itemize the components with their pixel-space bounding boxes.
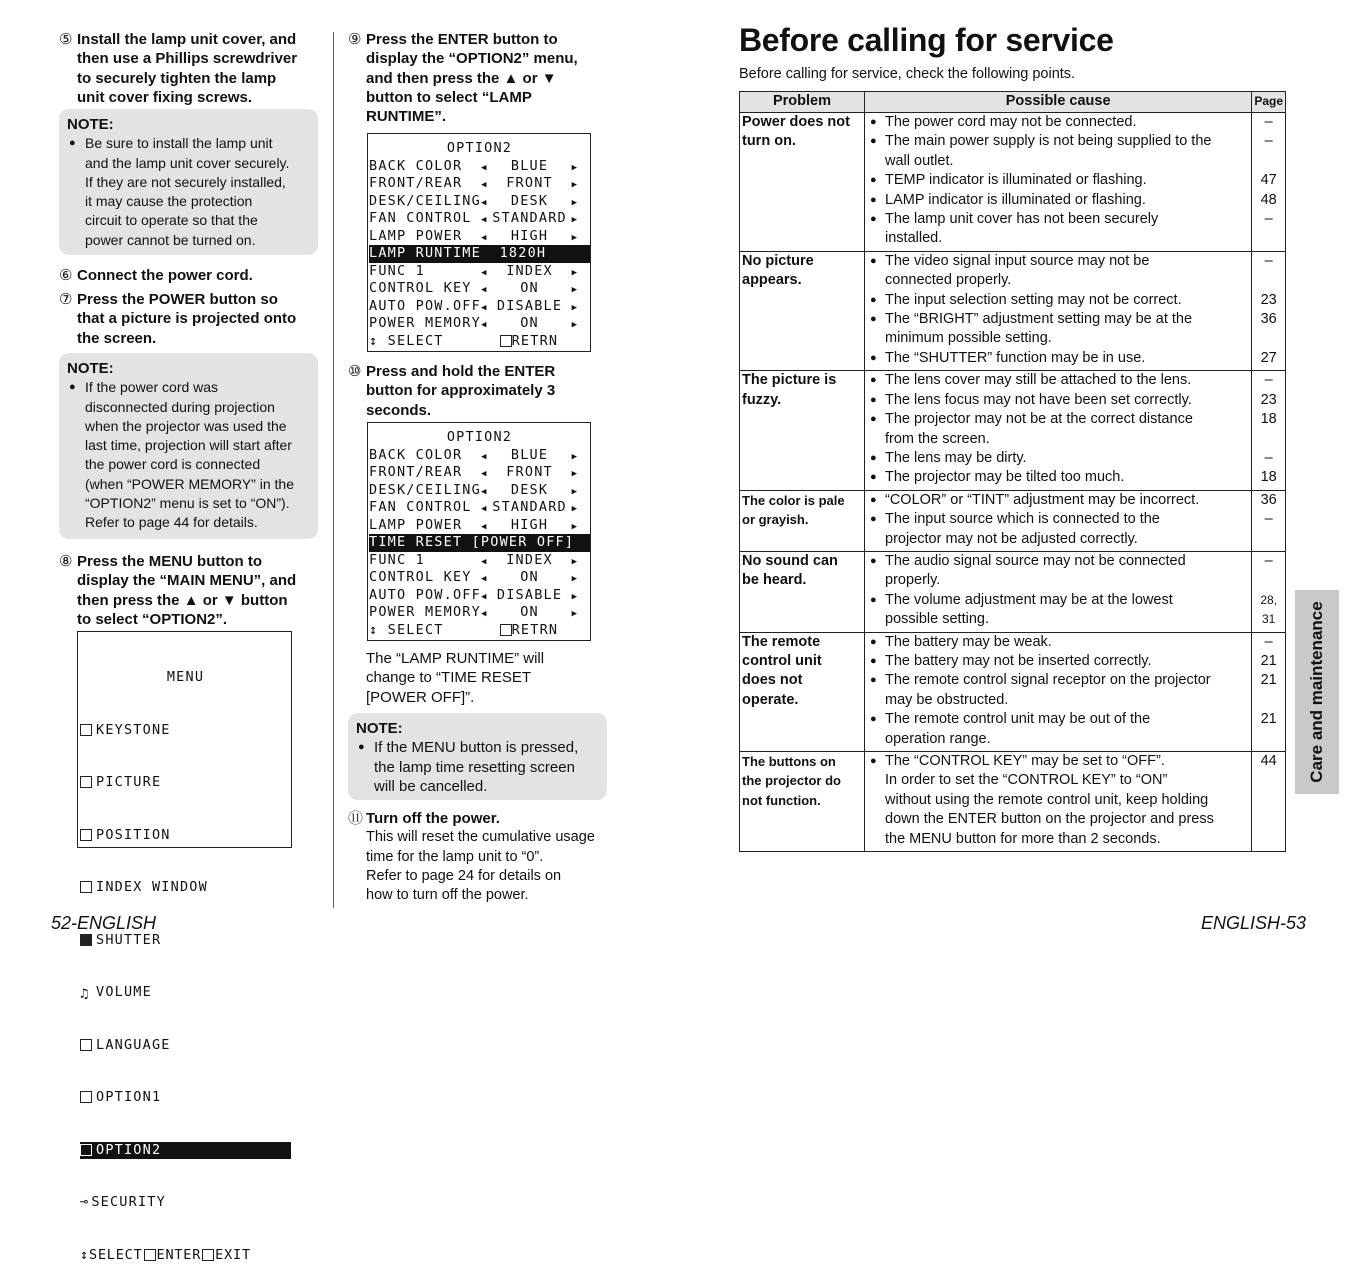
osd-row (369, 482, 590, 500)
osd-row (369, 193, 590, 211)
osd-row (369, 534, 590, 552)
header-cause: Possible cause (865, 92, 1252, 113)
osd-row-value: HIGH (510, 516, 549, 533)
note-title: NOTE: (67, 116, 114, 133)
osd-spacer (472, 569, 481, 585)
problem-cell: Power does not turn on. (740, 113, 865, 252)
side-tab-label: Care and maintenance (1307, 601, 1326, 783)
cause-item: ● The lens cover may still be attached to the lens. (867, 371, 1249, 390)
osd-row (369, 263, 590, 281)
index-window-icon (80, 881, 92, 893)
menu-item-volume: ♫ VOLUME (80, 984, 152, 1002)
osd-row (369, 245, 590, 263)
cause-item: ● The remote control signal receptor on the projector may be obstructed. (867, 671, 1249, 710)
right-arrow-icon: ▶ (571, 486, 579, 497)
osd-row-value: ON (520, 569, 539, 585)
osd-row-value: ON (520, 280, 539, 296)
osd-row-value: BLUE (510, 446, 549, 463)
osd-row-label: BACK COLOR (369, 157, 463, 174)
osd-row-label: LAMP RUNTIME (369, 245, 481, 261)
cause-item: ● “COLOR” or “TINT” adjustment may be incorrect. (867, 491, 1249, 510)
left-arrow-icon: ◀ (480, 285, 488, 295)
osd-footer (369, 622, 590, 640)
osd-row-value: FRONT (506, 175, 553, 191)
left-arrow-icon: ◀ (480, 320, 488, 330)
note-list (67, 134, 318, 250)
step-number: ⑧ (59, 553, 73, 570)
osd-row (369, 228, 590, 246)
osd-footer-return: RETRN (511, 621, 559, 638)
right-arrow-icon: ▶ (571, 232, 579, 243)
osd-row-label: DESK/CEILING (369, 481, 481, 498)
left-arrow-icon: ◀ (480, 574, 488, 584)
right-arrow-icon: ▶ (571, 609, 579, 619)
cause-item: ● The “CONTROL KEY” may be set to “OFF”. In order to set the “CONTROL KEY” to “ON” without using the remote control unit, keep holding down the ENTER button on the projector and press the MENU button for more than 2 seconds. (867, 752, 1249, 849)
problem-cell: The picture is fuzzy. (740, 371, 865, 490)
osd-row (369, 587, 590, 605)
step-number: ⑩ (348, 363, 362, 380)
osd-row-label: FAN CONTROL (369, 210, 472, 226)
left-arrow-icon: ◀ (480, 451, 488, 462)
page-cell: – – 47 48 – (1252, 113, 1286, 252)
option2-screen-time-reset (367, 422, 591, 641)
osd-row-value: ON (520, 604, 539, 620)
osd-row (369, 569, 590, 587)
step-text: Connect the power cord. (77, 267, 253, 284)
note-title: NOTE: (356, 720, 403, 737)
osd-row-label: POWER MEMORY (369, 315, 481, 331)
intro-text: Before calling for service, check the following points. (739, 66, 1076, 82)
cause-item: ● The input selection setting may not be correct. (867, 291, 1249, 310)
left-arrow-icon: ◀ (480, 591, 488, 602)
cause-cell (865, 551, 1252, 632)
left-arrow-icon: ◀ (480, 215, 488, 225)
cause-item: ● The battery may not be inserted correctly. (867, 652, 1249, 671)
table-row (740, 113, 1286, 252)
cause-item: ● The main power supply is not being supplied to the wall outlet. (867, 132, 1249, 171)
osd-row-value: ON (520, 315, 539, 331)
osd-row-label: BACK COLOR (369, 446, 463, 463)
note-box-1 (59, 109, 318, 255)
osd-row (369, 552, 590, 570)
left-arrow-icon: ◀ (480, 232, 488, 243)
step-number: ⑦ (59, 291, 73, 308)
osd-footer-return: RETRN (511, 332, 559, 349)
table-row (740, 251, 1286, 370)
osd-row-label: LAMP POWER (369, 516, 463, 533)
osd-row-label: TIME RESET [POWER OFF] (369, 534, 575, 550)
osd-spacer (425, 263, 481, 279)
osd-row-value: STANDARD (492, 210, 567, 226)
osd-row-value: FRONT (506, 464, 553, 480)
osd-spacer (425, 552, 481, 568)
cause-item: ● The “SHUTTER” function may be in use. (867, 349, 1249, 368)
menu-key-icon (202, 1249, 214, 1261)
left-arrow-icon: ◀ (480, 180, 488, 190)
cause-item: ● The volume adjustment may be at the lowest possible setting. (867, 591, 1249, 630)
enter-key-icon (144, 1249, 156, 1261)
osd-row-label: POWER MEMORY (369, 604, 481, 620)
osd-spacer (472, 280, 481, 296)
cause-cell (865, 632, 1252, 751)
note-item: ● If the MENU button is pressed, the lamp time resetting screen will be cancelled. (356, 738, 607, 796)
left-arrow-icon: ◀ (480, 486, 488, 497)
step-number: ⑪ (348, 810, 364, 827)
osd-row-value: HIGH (510, 227, 549, 244)
page-cell: – 28, 31 (1252, 551, 1286, 632)
osd-footer-select: SELECT (387, 621, 444, 638)
left-arrow-icon: ◀ (480, 162, 488, 173)
osd-row-label: AUTO POW.OFF (369, 297, 481, 314)
cause-cell (865, 752, 1252, 852)
left-arrow-icon: ◀ (480, 504, 488, 514)
osd-row-label: FUNC 1 (369, 551, 425, 568)
right-arrow-icon: ▶ (571, 180, 579, 190)
column-divider (333, 32, 334, 908)
step-text: Press the POWER button so that a picture is projected onto the screen. (77, 291, 297, 347)
option2-screen-lamp-runtime (367, 133, 591, 352)
menu-footer: ↕SELECT ENTER EXIT (80, 1246, 251, 1263)
osd-row-value: INDEX (506, 262, 553, 279)
osd-title: OPTION2 (446, 429, 513, 445)
menu-title: MENU (166, 669, 205, 685)
page-cell: – 23 18 – 18 (1252, 371, 1286, 490)
step-text: Turn off the power. This will reset the cumulative usage time for the lamp unit to “0”. Refer to page 24 for details on how to turn off the power. (366, 810, 595, 904)
cause-item: ● The “BRIGHT” adjustment setting may be at the minimum possible setting. (867, 310, 1249, 349)
right-arrow-icon: ▶ (571, 451, 579, 462)
left-arrow-icon: ◀ (480, 267, 488, 278)
right-arrow-icon: ▶ (571, 556, 579, 567)
position-icon (80, 829, 92, 841)
page-title: Before calling for service (739, 22, 1114, 58)
osd-spacer (462, 228, 481, 244)
cause-item: ● The input source which is connected to the projector may not be adjusted correctly. (867, 510, 1249, 549)
table-row (740, 752, 1286, 852)
left-arrow-icon: ◀ (480, 469, 488, 479)
table-row (740, 371, 1286, 490)
menu-key-icon (500, 624, 512, 636)
osd-footer (369, 333, 590, 351)
osd-row-value: DISABLE (496, 586, 563, 603)
left-arrow-icon: ◀ (480, 556, 488, 567)
right-arrow-icon: ▶ (571, 285, 579, 295)
cause-cell (865, 490, 1252, 551)
right-arrow-icon: ▶ (571, 215, 579, 225)
keystone-icon (80, 724, 92, 736)
osd-row (369, 158, 590, 176)
osd-row-label: FRONT/REAR (369, 175, 463, 191)
up-down-icon: ↕ (369, 621, 388, 638)
osd-row (369, 315, 590, 333)
right-arrow-icon: ▶ (571, 320, 579, 330)
osd-spacer (462, 447, 481, 463)
page-footer-left: 52-ENGLISH (51, 913, 157, 933)
step-text: Press the MENU button to display the “MAIN MENU”, and then press the ▲ or ▼ button to select “OPTION2”. (77, 553, 297, 628)
cause-item: ● The lens may be dirty. (867, 449, 1249, 468)
cause-item: ● The lens focus may not have been set correctly. (867, 391, 1249, 410)
osd-spacer (462, 464, 481, 480)
page-cell: 44 (1252, 752, 1286, 852)
osd-spacer (462, 158, 481, 174)
menu-item-picture: PICTURE (80, 774, 291, 792)
problem-cell: The remote control unit does not operate. (740, 632, 865, 751)
menu-item-shutter: SHUTTER (80, 932, 291, 950)
osd-row (369, 604, 590, 622)
osd-row-value: STANDARD (492, 499, 567, 515)
right-arrow-icon: ▶ (571, 197, 579, 208)
osd-row (369, 210, 590, 228)
step-number: ⑥ (59, 267, 73, 284)
up-down-icon: ↕ (80, 1246, 89, 1263)
right-arrow-icon: ▶ (571, 504, 579, 514)
right-arrow-icon: ▶ (571, 162, 579, 173)
cause-item: ● The video signal input source may not be connected properly. (867, 252, 1249, 291)
page-footer-right: ENGLISH-53 (1201, 913, 1307, 933)
menu-item-index-window: INDEX WINDOW (80, 879, 291, 897)
osd-row-label: DESK/CEILING (369, 192, 481, 209)
cause-item: ● The projector may not be at the correct distance from the screen. (867, 410, 1249, 449)
osd-row-value: DESK (510, 192, 549, 209)
table-row (740, 551, 1286, 632)
cause-item: ● The remote control unit may be out of the operation range. (867, 710, 1249, 749)
cause-item: ● The power cord may not be connected. (867, 113, 1249, 132)
cause-item: ● The battery may be weak. (867, 633, 1249, 652)
menu-item-option1: OPTION1 (80, 1089, 291, 1107)
note-list (67, 378, 318, 532)
troubleshooting-table (739, 91, 1286, 852)
osd-row (369, 464, 590, 482)
step-text: Press the ENTER button to display the “OPTION2” menu, and then press the ▲ or ▼ button to select “LAMP RUNTIME”. (366, 31, 578, 126)
note-list (356, 738, 607, 796)
right-arrow-icon: ▶ (571, 469, 579, 479)
header-page: Page (1252, 92, 1286, 113)
left-arrow-icon: ◀ (480, 521, 488, 532)
table-row (740, 632, 1286, 751)
osd-row-label: AUTO POW.OFF (369, 586, 481, 603)
cause-cell (865, 113, 1252, 252)
header-problem: Problem (740, 92, 865, 113)
osd-row-label: LAMP POWER (369, 227, 463, 244)
right-arrow-icon: ▶ (571, 574, 579, 584)
menu-item-position: POSITION (80, 827, 291, 845)
table-row (740, 490, 1286, 551)
left-arrow-icon: ◀ (480, 302, 488, 313)
osd-spacer (472, 210, 481, 226)
osd-row-value: INDEX (506, 551, 553, 568)
osd-row-label: FUNC 1 (369, 262, 425, 279)
osd-row-label: CONTROL KEY (369, 569, 472, 585)
page-cell: – 21 21 21 (1252, 632, 1286, 751)
osd-row-value: DISABLE (496, 297, 563, 314)
right-arrow-icon: ▶ (571, 267, 579, 278)
osd-row (369, 280, 590, 298)
cause-cell (865, 371, 1252, 490)
osd-title: OPTION2 (446, 140, 513, 156)
osd-row-value: BLUE (510, 157, 549, 174)
osd-spacer (462, 175, 481, 191)
table-header-row (740, 92, 1286, 113)
cause-item: ● The audio signal source may not be connected properly. (867, 552, 1249, 591)
osd-row (369, 499, 590, 517)
osd-row-label: FRONT/REAR (369, 464, 463, 480)
osd-row (369, 447, 590, 465)
page-cell: – 23 36 27 (1252, 251, 1286, 370)
menu-item-option2: OPTION2 (80, 1142, 291, 1160)
cause-item: ● TEMP indicator is illuminated or flashing. (867, 171, 1249, 190)
note-box-3 (348, 713, 607, 800)
key-icon: ⊸ (80, 1194, 90, 1210)
volume-icon: ♫ (80, 986, 90, 1002)
osd-row-value: DESK (510, 481, 549, 498)
menu-key-icon (500, 335, 512, 347)
result-text: The “LAMP RUNTIME” will change to “TIME RESET [POWER OFF]”. (366, 650, 545, 706)
osd-row-label: FAN CONTROL (369, 499, 472, 515)
side-tab (1295, 590, 1339, 794)
osd-spacer (462, 517, 481, 533)
cause-item: ● The lamp unit cover has not been securely installed. (867, 210, 1249, 249)
osd-footer-select: SELECT (387, 332, 444, 349)
language-icon (80, 1039, 92, 1051)
step-text: Press and hold the ENTER button for approximately 3 seconds. (366, 363, 556, 419)
osd-spacer (481, 245, 500, 261)
osd-row (369, 517, 590, 535)
page-cell: 36 – (1252, 490, 1286, 551)
step-number: ⑤ (59, 31, 73, 48)
problem-cell: The buttons on the projector do not function. (740, 752, 865, 852)
picture-icon (80, 776, 92, 788)
up-down-icon: ↕ (369, 332, 388, 349)
menu-item-keystone: KEYSTONE (80, 722, 291, 740)
option1-icon (80, 1091, 92, 1103)
step-text: Install the lamp unit cover, and then use a Phillips screwdriver to securely tighten the lamp unit cover fixing screws. (77, 31, 298, 106)
problem-cell: The color is pale or grayish. (740, 490, 865, 551)
right-arrow-icon: ▶ (571, 521, 579, 532)
osd-spacer (472, 499, 481, 515)
note-box-2 (59, 353, 318, 539)
cause-item: ● LAMP indicator is illuminated or flashing. (867, 191, 1249, 210)
shutter-icon (80, 934, 92, 946)
right-arrow-icon: ▶ (571, 591, 579, 602)
cause-cell (865, 251, 1252, 370)
problem-cell: No picture appears. (740, 251, 865, 370)
cause-item: ● The projector may be tilted too much. (867, 468, 1249, 487)
left-arrow-icon: ◀ (480, 609, 488, 619)
note-item: ● If the power cord was disconnected during projection when the projector was used the last time, projection will start after the power cord is connected (when “POWER MEMORY” in the “OPTION2” menu is set to “ON”). Refer to page 44 for details. (67, 378, 318, 532)
menu-item-language: LANGUAGE (80, 1037, 291, 1055)
osd-row-value: 1820H (499, 245, 547, 261)
step-number: ⑨ (348, 31, 362, 48)
osd-row-label: CONTROL KEY (369, 280, 472, 296)
right-arrow-icon: ▶ (571, 302, 579, 313)
left-arrow-icon: ◀ (480, 197, 488, 208)
osd-row (369, 298, 590, 316)
option2-icon (80, 1144, 92, 1156)
problem-cell: No sound can be heard. (740, 551, 865, 632)
note-title: NOTE: (67, 360, 114, 377)
note-item: ● Be sure to install the lamp unit and the lamp unit cover securely. If they are not securely installed, it may cause the protection circuit to operate so that the power cannot be turned on. (67, 134, 318, 250)
osd-row (369, 175, 590, 193)
menu-item-security: ⊸ SECURITY (80, 1194, 166, 1210)
